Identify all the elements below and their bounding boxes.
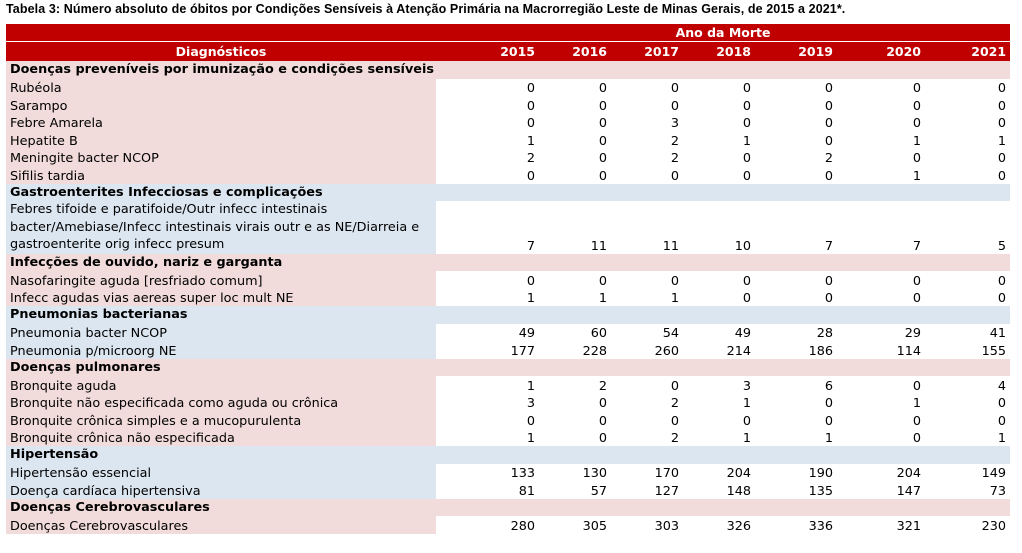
death-count-cell: 0: [755, 166, 837, 184]
year-header: 2018: [683, 42, 755, 62]
death-count-cell: 7: [436, 201, 539, 254]
death-count-cell: 0: [436, 114, 539, 132]
year-header: 2017: [611, 42, 683, 62]
death-count-cell: 7: [755, 201, 837, 254]
death-count-cell: 0: [539, 114, 611, 132]
death-count-cell: 0: [436, 96, 539, 114]
death-count-cell: 49: [436, 324, 539, 342]
death-count-cell: 0: [539, 411, 611, 429]
death-count-cell: 0: [925, 149, 1010, 167]
death-count-cell: 60: [539, 324, 611, 342]
death-count-cell: 54: [611, 324, 683, 342]
death-count-cell: 49: [683, 324, 755, 342]
diagnosis-label: Febres tifoide e paratifoide/Outr infecc intestinais bacter/Amebiase/Infecc intestinais virais outr e as NE/Diarreia e gastroenterite orig infecc presum: [6, 201, 436, 254]
diagnosis-label: Doenças Cerebrovasculares: [6, 516, 436, 534]
death-count-cell: 0: [837, 376, 925, 394]
year-header: 2019: [755, 42, 837, 62]
death-count-cell: 0: [925, 79, 1010, 97]
death-count-cell: 148: [683, 481, 755, 499]
death-count-cell: 204: [837, 464, 925, 482]
death-count-cell: 147: [837, 481, 925, 499]
table-title: Tabela 3: Número absoluto de óbitos por Condições Sensíveis à Atenção Primária na Macrorregião Leste de Minas Gerais, de 2015 a 2021*.: [6, 2, 846, 16]
year-group-header: Ano da Morte: [436, 24, 1010, 42]
death-count-cell: 0: [755, 289, 837, 307]
death-count-cell: 0: [755, 394, 837, 412]
death-count-cell: 41: [925, 324, 1010, 342]
death-count-cell: 1: [436, 131, 539, 149]
death-count-cell: 1: [436, 429, 539, 447]
group-fill: [436, 446, 1010, 464]
death-count-cell: 0: [925, 394, 1010, 412]
death-count-cell: 0: [611, 96, 683, 114]
group-label: Doenças pulmonares: [6, 359, 436, 377]
death-count-cell: 1: [683, 429, 755, 447]
table-row: [6, 271, 1010, 289]
death-count-cell: 81: [436, 481, 539, 499]
table-row: [6, 149, 1010, 167]
death-count-cell: 0: [611, 411, 683, 429]
death-count-cell: 1: [436, 376, 539, 394]
table-row: [6, 481, 1010, 499]
death-count-cell: 0: [925, 114, 1010, 132]
death-count-cell: 0: [436, 411, 539, 429]
death-count-cell: 73: [925, 481, 1010, 499]
group-label: Pneumonias bacterianas: [6, 306, 436, 324]
group-row: [6, 184, 1010, 202]
year-header: 2015: [436, 42, 539, 62]
death-count-cell: 28: [755, 324, 837, 342]
death-count-cell: 280: [436, 516, 539, 534]
death-count-cell: 1: [837, 394, 925, 412]
death-count-cell: 11: [539, 201, 611, 254]
death-count-cell: 0: [837, 149, 925, 167]
death-count-cell: 177: [436, 341, 539, 359]
death-count-cell: 0: [539, 131, 611, 149]
death-count-cell: 0: [683, 271, 755, 289]
death-count-cell: 1: [436, 289, 539, 307]
year-header: 2016: [539, 42, 611, 62]
death-count-cell: 29: [837, 324, 925, 342]
death-count-cell: 326: [683, 516, 755, 534]
death-count-cell: 0: [755, 114, 837, 132]
diagnosis-label: Hipertensão essencial: [6, 464, 436, 482]
death-count-cell: 2: [611, 394, 683, 412]
group-label: Hipertensão: [6, 446, 436, 464]
death-count-cell: 0: [925, 166, 1010, 184]
group-label: Gastroenterites Infecciosas e complicações: [6, 184, 436, 202]
diagnosis-label: Febre Amarela: [6, 114, 436, 132]
death-count-cell: 5: [925, 201, 1010, 254]
death-count-cell: 155: [925, 341, 1010, 359]
group-row: [6, 254, 1010, 272]
death-count-cell: 214: [683, 341, 755, 359]
table-row: [6, 114, 1010, 132]
death-count-cell: 1: [683, 394, 755, 412]
table-row: [6, 394, 1010, 412]
death-count-cell: 186: [755, 341, 837, 359]
table-row: [6, 324, 1010, 342]
year-header: 2020: [837, 42, 925, 62]
table-row: [6, 341, 1010, 359]
diagnosis-label: Pneumonia bacter NCOP: [6, 324, 436, 342]
death-count-cell: 0: [539, 166, 611, 184]
year-header: 2021: [925, 42, 1010, 62]
death-count-cell: 0: [925, 96, 1010, 114]
death-count-cell: 0: [683, 149, 755, 167]
table-row: [6, 376, 1010, 394]
death-count-cell: 0: [925, 271, 1010, 289]
death-count-cell: 0: [539, 429, 611, 447]
table-row: [6, 96, 1010, 114]
death-count-cell: 0: [837, 79, 925, 97]
death-count-cell: 1: [539, 289, 611, 307]
death-count-cell: 0: [755, 79, 837, 97]
death-count-cell: 2: [611, 131, 683, 149]
death-count-cell: 3: [611, 114, 683, 132]
death-count-cell: 0: [837, 429, 925, 447]
group-fill: [436, 184, 1010, 202]
death-count-cell: 0: [436, 271, 539, 289]
group-row: [6, 446, 1010, 464]
death-count-cell: 0: [683, 166, 755, 184]
death-count-cell: 0: [683, 79, 755, 97]
death-count-cell: 0: [436, 166, 539, 184]
death-count-cell: 10: [683, 201, 755, 254]
diagnosticos-header: Diagnósticos: [6, 42, 436, 62]
group-fill: [436, 499, 1010, 517]
death-count-cell: 170: [611, 464, 683, 482]
death-count-cell: 0: [755, 131, 837, 149]
death-count-cell: 228: [539, 341, 611, 359]
group-row: [6, 306, 1010, 324]
death-count-cell: 0: [683, 96, 755, 114]
death-count-cell: 0: [683, 411, 755, 429]
death-count-cell: 0: [539, 79, 611, 97]
group-label: Doenças Cerebrovasculares: [6, 499, 436, 517]
death-count-cell: 0: [539, 149, 611, 167]
diagnosis-label: Sarampo: [6, 96, 436, 114]
table-row: [6, 516, 1010, 534]
group-row: [6, 359, 1010, 377]
death-count-cell: 114: [837, 341, 925, 359]
death-count-cell: 0: [925, 411, 1010, 429]
death-count-cell: 1: [837, 131, 925, 149]
death-count-cell: 130: [539, 464, 611, 482]
death-count-cell: 1: [683, 131, 755, 149]
death-count-cell: 2: [611, 149, 683, 167]
diagnosis-label: Sifilis tardia: [6, 166, 436, 184]
death-count-cell: 1: [611, 289, 683, 307]
death-count-cell: 0: [611, 166, 683, 184]
group-row: [6, 61, 1010, 79]
death-count-cell: 260: [611, 341, 683, 359]
death-count-cell: 135: [755, 481, 837, 499]
table-row: [6, 429, 1010, 447]
diagnosis-label: Infecc agudas vias aereas super loc mult NE: [6, 289, 436, 307]
death-count-cell: 0: [539, 271, 611, 289]
death-count-cell: 0: [539, 96, 611, 114]
death-count-cell: 0: [755, 96, 837, 114]
group-label: Infecções de ouvido, nariz e garganta: [6, 254, 436, 272]
death-count-cell: 0: [611, 79, 683, 97]
death-count-cell: 7: [837, 201, 925, 254]
table-row: [6, 464, 1010, 482]
death-count-cell: 336: [755, 516, 837, 534]
group-label: Doenças preveníveis por imunização e condições sensíveis: [6, 61, 436, 79]
death-count-cell: 4: [925, 376, 1010, 394]
death-count-cell: 2: [539, 376, 611, 394]
death-count-cell: 3: [436, 394, 539, 412]
diagnosis-label: Bronquite crônica simples e a mucopurulenta: [6, 411, 436, 429]
death-count-cell: 0: [683, 289, 755, 307]
death-count-cell: 2: [755, 149, 837, 167]
death-count-cell: 0: [837, 411, 925, 429]
death-count-cell: 0: [683, 114, 755, 132]
table-row: [6, 131, 1010, 149]
death-count-cell: 149: [925, 464, 1010, 482]
diagnosis-label: Hepatite B: [6, 131, 436, 149]
death-count-cell: 0: [837, 96, 925, 114]
death-count-cell: 321: [837, 516, 925, 534]
diagnosis-label: Rubéola: [6, 79, 436, 97]
death-count-cell: 6: [755, 376, 837, 394]
table-row: [6, 201, 1010, 254]
diagnosis-label: Bronquite crônica não especificada: [6, 429, 436, 447]
header-blank-cell: [6, 24, 436, 42]
diagnosis-label: Meningite bacter NCOP: [6, 149, 436, 167]
header-row-group: [6, 24, 1010, 42]
death-count-cell: 0: [837, 271, 925, 289]
death-count-cell: 0: [925, 289, 1010, 307]
diagnosis-label: Doença cardíaca hipertensiva: [6, 481, 436, 499]
death-count-cell: 230: [925, 516, 1010, 534]
death-count-cell: 1: [925, 131, 1010, 149]
diagnosis-label: Pneumonia p/microorg NE: [6, 341, 436, 359]
group-row: [6, 499, 1010, 517]
death-count-cell: 11: [611, 201, 683, 254]
header-row-years: [6, 42, 1010, 62]
table-body: [6, 61, 1010, 534]
table-row: [6, 79, 1010, 97]
death-count-cell: 303: [611, 516, 683, 534]
diagnosis-label: Bronquite aguda: [6, 376, 436, 394]
death-count-cell: 1: [925, 429, 1010, 447]
death-count-cell: 0: [755, 411, 837, 429]
death-count-cell: 0: [539, 394, 611, 412]
group-fill: [436, 306, 1010, 324]
table-row: [6, 166, 1010, 184]
table-row: [6, 289, 1010, 307]
death-count-cell: 0: [611, 271, 683, 289]
death-count-cell: 127: [611, 481, 683, 499]
death-count-cell: 2: [436, 149, 539, 167]
death-count-cell: 190: [755, 464, 837, 482]
death-count-cell: 0: [837, 289, 925, 307]
death-count-cell: 3: [683, 376, 755, 394]
death-count-cell: 0: [755, 271, 837, 289]
group-fill: [436, 61, 1010, 79]
death-count-cell: 0: [611, 376, 683, 394]
death-count-cell: 2: [611, 429, 683, 447]
death-count-cell: 0: [837, 114, 925, 132]
diagnosis-label: Bronquite não especificada como aguda ou crônica: [6, 394, 436, 412]
mortality-table: [6, 24, 1010, 534]
death-count-cell: 1: [837, 166, 925, 184]
group-fill: [436, 359, 1010, 377]
group-fill: [436, 254, 1010, 272]
death-count-cell: 0: [436, 79, 539, 97]
diagnosis-label: Nasofaringite aguda [resfriado comum]: [6, 271, 436, 289]
death-count-cell: 57: [539, 481, 611, 499]
table-row: [6, 411, 1010, 429]
death-count-cell: 305: [539, 516, 611, 534]
death-count-cell: 204: [683, 464, 755, 482]
death-count-cell: 133: [436, 464, 539, 482]
death-count-cell: 1: [755, 429, 837, 447]
